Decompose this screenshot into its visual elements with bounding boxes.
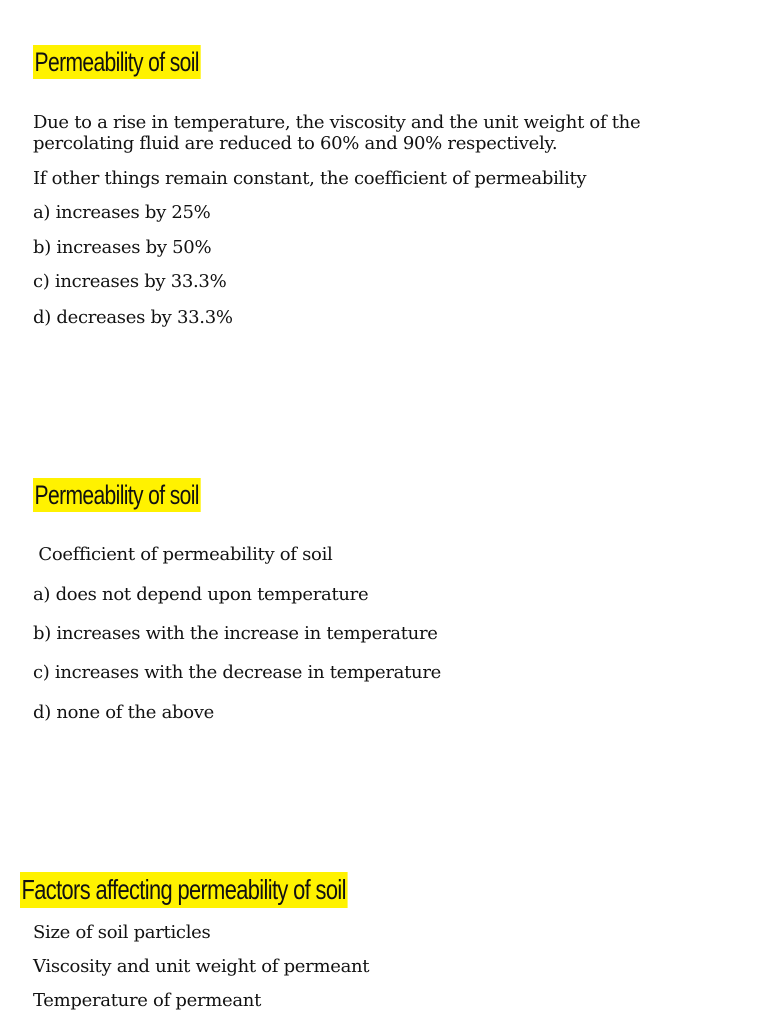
section2-option-d: d) none of the above bbox=[33, 702, 214, 723]
section1-option-c: c) increases by 33.3% bbox=[33, 271, 227, 292]
section1-option-d: d) decreases by 33.3% bbox=[33, 307, 233, 328]
section3-item-particle-size: Size of soil particles bbox=[33, 922, 211, 943]
section1-option-a: a) increases by 25% bbox=[33, 202, 211, 223]
section1-title: Permeability of soil bbox=[34, 47, 199, 77]
section2-option-b: b) increases with the increase in temperature bbox=[33, 623, 438, 644]
section2-title: Permeability of soil bbox=[34, 480, 199, 510]
section1-intro: Due to a rise in temperature, the viscosity and the unit weight of the percolating fluid are reduced to 60% and 90% respectively. bbox=[33, 112, 641, 154]
section1-question: If other things remain constant, the coefficient of permeability bbox=[33, 168, 587, 189]
section3-item-viscosity: Viscosity and unit weight of permeant bbox=[33, 956, 370, 977]
section2-option-c: c) increases with the decrease in temperature bbox=[33, 662, 441, 683]
section3-title: Factors affecting permeability of soil bbox=[20, 872, 347, 908]
section1-option-b: b) increases by 50% bbox=[33, 237, 212, 258]
section2-option-a: a) does not depend upon temperature bbox=[33, 584, 369, 605]
section3-item-temperature: Temperature of permeant bbox=[33, 990, 262, 1011]
section2-question: Coefficient of permeability of soil bbox=[33, 544, 333, 565]
